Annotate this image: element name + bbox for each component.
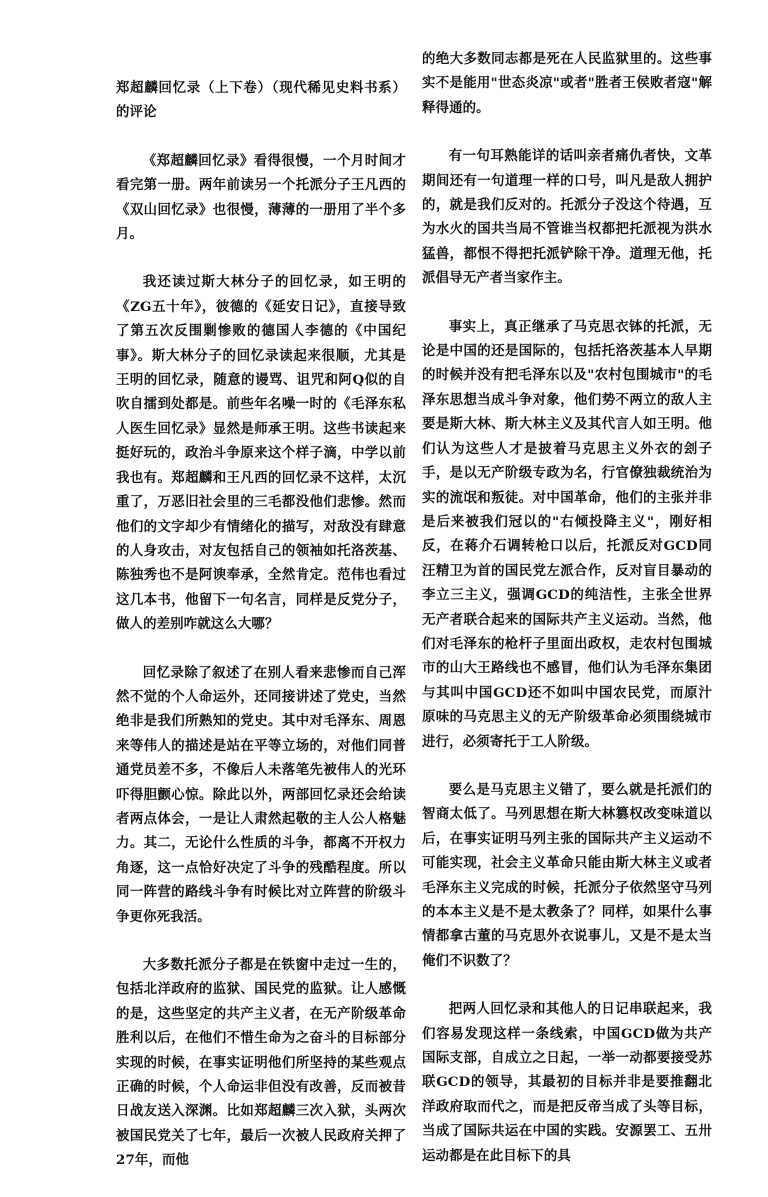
right-column [422,47,712,1192]
article-title: 郑超麟回忆录（上下卷）（现代稀见史料书系）的评论 [116,80,406,121]
paragraph: 回忆录除了叙述了在别人看来悲惨而自己浑然不觉的个人命运外，还同接讲述了党史，当然绝非是我们所熟知的党史。其中对毛泽东、周恩来等伟人的描述是站在平等立场的，对他们同普通党员差不多，不像后人未落笔先被伟人的光环吓得胆颤心惊。除此以外，两部回忆录还会给读者两点体会，一是让人肃然起敬的主人公人格魅力。其二，无论什么性质的斗争，都离不开权力角逐，这一点恰好决定了斗争的残酷程度。所以同一阵营的路线斗争有时候比对立阵营的阶级斗争更你死我活。 [116,664,406,925]
paragraph: 大多数托派分子都是在铁窗中走过一生的，包括北洋政府的监狱、国民党的监狱。让人感慨的是，这些坚定的共产主义者，在无产阶级革命胜利以后，在他们不惜生命为之奋斗的目标部分实现的时候，在事实证明他们所坚持的某些观点正确的时候，个人命运非但没有改善，反而被昔日战友送入深渊。比如郑超麟三次入狱，头两次被国民党关了七年，最后一次被人民政府关押了27年，而他 [116,957,406,1169]
paragraph: 要么是马克思主义错了，要么就是托派们的智商太低了。马列思想在斯大林篡权改变味道以后，在事实证明马列主张的国际共产主义运动不可能实现，社会主义革命只能由斯大林主义或者毛泽东主义完成的时候，托派分子依然坚守马列的本本主义是不是太教条了？同样，如果什么事情都拿古董的马克思外衣说事儿，又是不是太当俺们不识数了？ [422,781,712,969]
left-column [116,76,406,1197]
paragraph: 有一句耳熟能详的话叫亲者痛仇者快，文革期间还有一句道理一样的口号，叫凡是敌人拥护的，就是我们反对的。托派分子没这个待遇，互为水火的国共当局不管谁当权都把托派视为洪水猛兽，都恨不得把托派铲除干净。道理无他，托派倡导无产者当家作主。 [422,148,712,287]
paragraph: 我还读过斯大林分子的回忆录，如王明的《ZG五十年》，彼德的《延安日记》，直接导致了第五次反围剿惨败的德国人李德的《中国纪事》。斯大林分子的回忆录读起来很顺，尤其是王明的回忆录，随意的谩骂、诅咒和阿Q似的自吹自擂到处都是。前些年名噪一时的《毛泽东私人医生回忆录》显然是师承王明。这些书读起来挺好玩的，政治斗争原来这个样子滴，中学以前我也有。郑超麟和王凡西的回忆录不这样，太沉重了，万恶旧社会里的三毛都没他们悲惨。然而他们的文字却少有情绪化的描写，对敌没有肆意的人身攻击，对友包括自己的领袖如托洛茨基、陈独秀也不是阿谀奉承，全然肯定。范伟也看过这几本书，他留下一句名言，同样是反党分子，做人的差别咋就这么大哪？ [116,274,406,633]
paragraph: 《郑超麟回忆录》看得很慢，一个月时间才看完第一册。两年前读另一个托派分子王凡西的《双山回忆录》也很慢，薄薄的一册用了半个多月。 [116,152,406,243]
paragraph: 事实上，真正继承了马克思衣钵的托派，无论是中国的还是国际的，包括托洛茨基本人早期的时候并没有把毛泽东以及"农村包围城市"的毛泽东思想当成斗争对象，他们势不两立的敌人主要是斯大林、斯大林主义及其代言人如王明。他们认为这些人才是披着马克思主义外衣的刽子手，是以无产阶级专政为名，行官僚独裁统治为实的流氓和叛徒。对中国革命，他们的主张并非是后来被我们冠以的"右倾投降主义"，刚好相反，在蒋介石调转枪口以后，托派反对GCD同汪精卫为首的国民党左派合作，反对盲目暴动的李立三主义，强调GCD的纯洁性，主张全世界无产者联合起来的国际共产主义运动。当然，他们对毛泽东的枪杆子里面出政权，走农村包围城市的山大王路线也不感冒，他们认为毛泽东集团与其叫中国GCD还不如叫中国农民党，而原汁原味的马克思主义的无产阶级革命必须围绕城市进行，必须寄托于工人阶级。 [422,318,712,750]
paragraph-continued: 的绝大多数同志都是死在人民监狱里的。这些事实不是能用"世态炎凉"或者"胜者王侯败者寇"解释得通的。 [422,51,712,116]
paragraph: 把两人回忆录和其他人的日记串联起来，我们容易发现这样一条线索，中国GCD做为共产国际支部，自成立之日起，一举一动都要接受苏联GCD的领导，其最初的目标并非是要推翻北洋政府取而代之，而是把反帝当成了头等目标，当成了国际共运在中国的实践。安源罢工、五卅运动都是在此目标下的具 [422,1001,712,1164]
